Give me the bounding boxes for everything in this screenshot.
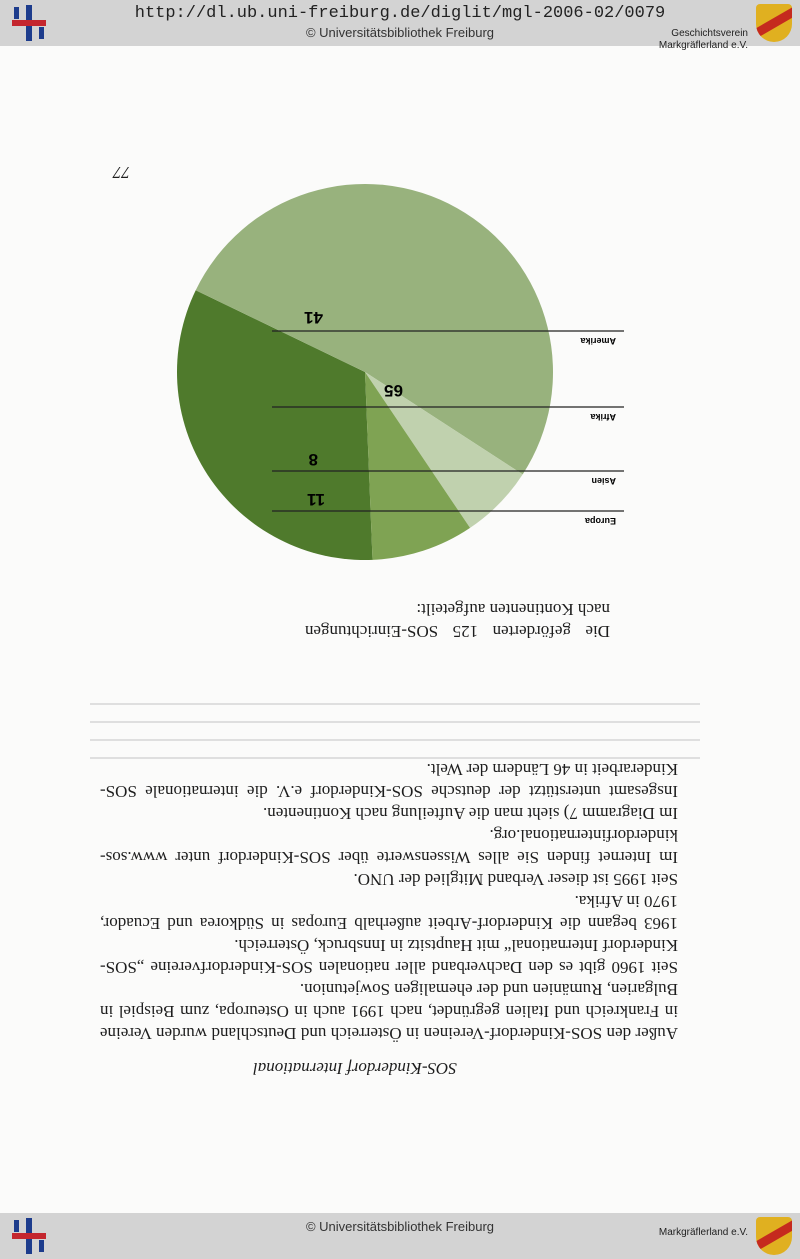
- association-name: Geschichtsverein Markgräflerland e.V.: [658, 28, 748, 51]
- chart-caption: Die geförderten 125 SOS-Einrichtungen nach Kontinenten aufgeteilt:: [305, 600, 610, 641]
- paragraph: Insgesamt unterstützt der deutsche SOS-Kinderdorf e.V. die internationale SOS-Kinderarbeit in 46 Ländern der Welt.: [100, 760, 678, 801]
- paragraph: 1963 begann die Kinderdorf-Arbeit außerhalb Europas in Südkorea und Ecuador, 1970 in Afrika.: [100, 892, 678, 933]
- paragraph: Seit 1995 ist dieser Verband Mitglied der UNO.: [353, 870, 678, 889]
- slice-label-afrika: Afrika: [590, 412, 616, 422]
- page-number: 77: [113, 163, 130, 182]
- slice-value-europa: 11: [307, 490, 325, 509]
- coat-of-arms-icon: [756, 1217, 792, 1255]
- paragraph: Seit 1960 gibt es den Dachverband aller nationalen SOS-Kinderdorfvereine „SOS-Kinderdorf International“ mit Hauptsitz in Innsbruck, Österreich.: [100, 936, 678, 977]
- section-heading: SOS-Kinderdorf International: [253, 1059, 457, 1078]
- document-url[interactable]: http://dl.ub.uni-freiburg.de/diglit/mgl-2006-02/0079: [134, 4, 666, 23]
- library-credit: © Universitätsbibliothek Freiburg: [305, 25, 495, 40]
- slice-value-afrika: 65: [384, 381, 403, 400]
- digitization-footer-bar: [0, 1213, 800, 1259]
- slice-label-asien: Asien: [591, 476, 616, 486]
- slice-value-asien: 8: [308, 450, 318, 469]
- paragraph: Außer den SOS-Kinderdorf-Vereinen in Österreich und Deutschland wurden Vereine in Frankreich und Italien gegründet, nach 1991 auch in Osteuropa, zum Beispiel in Bulgarien, Rumänien und der ehemaligen Sowjetunion.: [100, 980, 678, 1043]
- association-name: Markgräflerland e.V.: [658, 1227, 748, 1238]
- paragraph: Im Internet finden Sie alles Wissenswerte über SOS-Kinderdorf unter www.sos-kinderdorfinternational.org.: [100, 826, 678, 867]
- library-credit: © Universitätsbibliothek Freiburg: [305, 1219, 495, 1234]
- slice-label-europa: Europa: [584, 516, 616, 526]
- slice-value-amerika: 41: [304, 308, 323, 327]
- paragraph: Im Diagramm 7) sieht man die Aufteilung nach Kontinenten.: [263, 804, 678, 823]
- slice-label-amerika: Amerika: [580, 336, 616, 346]
